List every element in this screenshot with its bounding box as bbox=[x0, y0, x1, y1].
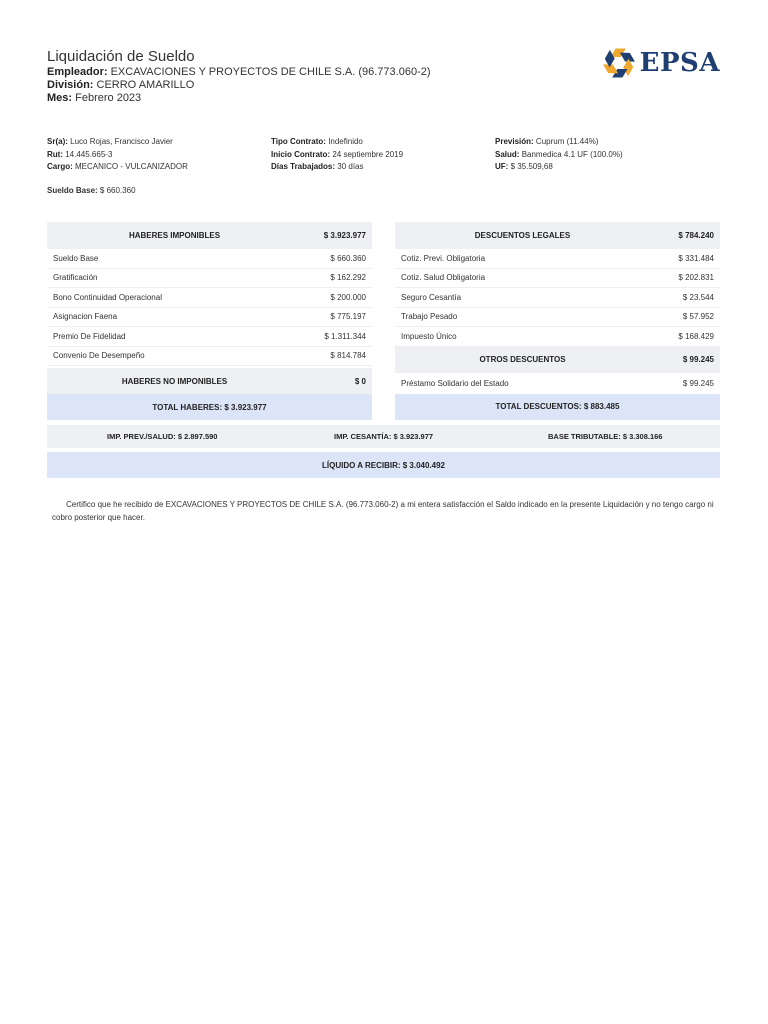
info-value: Cuprum (11.44%) bbox=[535, 137, 599, 146]
info-salud bbox=[495, 149, 623, 162]
row-amount: $ 202.831 bbox=[678, 273, 714, 283]
logo-text: EPSA bbox=[639, 48, 720, 78]
info-label: Inicio Contrato: bbox=[271, 149, 331, 159]
table-row bbox=[47, 249, 372, 269]
base-tributable: BASE TRIBUTABLE: $ 3.308.166 bbox=[548, 432, 663, 441]
haberes-header-amount: $ 3.923.977 bbox=[323, 231, 366, 240]
haberes-no-imponibles-header bbox=[47, 368, 372, 394]
row-label: Cotiz. Previ. Obligatoria bbox=[401, 253, 486, 263]
descuentos-header-label: DESCUENTOS LEGALES bbox=[474, 231, 571, 240]
row-amount: $ 814.784 bbox=[330, 351, 366, 361]
info-label: Días Trabajados: bbox=[271, 162, 336, 171]
descuentos-table bbox=[395, 222, 720, 420]
certification-text: Certifico que he recibido de EXCAVACIONES Y PROYECTOS DE CHILE S.A. (96.773.060-2) a mi entera satisfacción el Saldo indicado en la presente Liquidación y no tengo cargo ni cobro posterior que hacer. bbox=[52, 500, 714, 522]
info-inicio-contrato bbox=[271, 149, 403, 162]
info-value: Indefinido bbox=[328, 137, 363, 146]
total-haberes: TOTAL HABERES: $ 3.923.977 bbox=[47, 394, 372, 420]
otros-descuentos-label: OTROS DESCUENTOS bbox=[479, 355, 566, 364]
info-dias-trabajados bbox=[271, 161, 403, 174]
mes-value: Febrero 2023 bbox=[75, 92, 142, 104]
info-label: Cargo: bbox=[47, 162, 73, 171]
info-value: $ 35.509,68 bbox=[510, 162, 553, 171]
division-line bbox=[47, 79, 727, 92]
info-value: 24 septiembre 2019 bbox=[332, 149, 404, 159]
info-column-1 bbox=[47, 136, 188, 174]
descuentos-header-amount: $ 784.240 bbox=[678, 231, 714, 240]
table-row bbox=[395, 327, 720, 347]
row-label: Premio De Fidelidad bbox=[53, 331, 126, 341]
otros-descuentos-header bbox=[395, 347, 720, 373]
haberes-table bbox=[47, 222, 372, 420]
info-tipo-contrato bbox=[271, 136, 403, 149]
table-row bbox=[47, 288, 372, 308]
info-cargo bbox=[47, 161, 188, 174]
company-logo bbox=[602, 46, 720, 80]
row-amount: $ 57.952 bbox=[682, 312, 714, 322]
sueldo-base-value: $ 660.360 bbox=[99, 186, 136, 195]
row-amount: $ 200.000 bbox=[330, 292, 366, 302]
info-label: UF: bbox=[495, 162, 509, 171]
info-nombre bbox=[47, 136, 188, 149]
row-amount: $ 331.484 bbox=[678, 253, 714, 263]
document-title: Liquidación de Sueldo bbox=[47, 48, 195, 65]
info-column-3 bbox=[495, 136, 623, 174]
row-label: Seguro Cesantía bbox=[401, 292, 462, 302]
info-label: Rut: bbox=[47, 149, 63, 159]
row-label: Impuesto Único bbox=[401, 331, 457, 341]
row-label: Gratificación bbox=[53, 273, 98, 283]
info-value: Luco Rojas, Francisco Javier bbox=[70, 137, 173, 146]
no-imponibles-label: HABERES NO IMPONIBLES bbox=[121, 376, 228, 386]
info-label: Previsión: bbox=[495, 137, 534, 146]
table-row bbox=[395, 269, 720, 289]
table-row bbox=[395, 373, 720, 394]
sueldo-base-label: Sueldo Base: bbox=[47, 186, 98, 195]
no-imponibles-amount: $ 0 bbox=[354, 376, 366, 386]
liquido-a-recibir: LÍQUIDO A RECIBIR: $ 3.040.492 bbox=[47, 452, 720, 478]
table-row bbox=[395, 308, 720, 328]
row-label: Asignacion Faena bbox=[53, 312, 118, 322]
empleador-value: EXCAVACIONES Y PROYECTOS DE CHILE S.A. (96.773.060-2) bbox=[110, 66, 431, 78]
row-amount: $ 168.429 bbox=[678, 331, 714, 341]
row-amount: $ 660.360 bbox=[330, 253, 366, 263]
division-value: CERRO AMARILLO bbox=[96, 79, 195, 91]
info-value: MECANICO - VULCANIZADOR bbox=[75, 162, 188, 171]
sueldo-base-line bbox=[47, 186, 136, 195]
info-label: Tipo Contrato: bbox=[271, 137, 326, 146]
info-column-2 bbox=[271, 136, 403, 174]
info-prevision bbox=[495, 136, 623, 149]
row-label: Cotiz. Salud Obligatoria bbox=[401, 273, 486, 283]
haberes-header bbox=[47, 222, 372, 249]
descuentos-header bbox=[395, 222, 720, 249]
row-label: Sueldo Base bbox=[53, 253, 99, 263]
info-label: Sr(a): bbox=[47, 137, 68, 146]
row-label: Trabajo Pesado bbox=[401, 312, 458, 322]
mes-label: Mes: bbox=[47, 92, 73, 104]
row-amount: $ 23.544 bbox=[682, 292, 714, 302]
row-label: Bono Continuidad Operacional bbox=[53, 292, 162, 302]
info-value: 30 días bbox=[337, 162, 364, 171]
info-uf bbox=[495, 161, 623, 174]
info-value: 14.445.665-3 bbox=[65, 149, 113, 159]
row-label: Préstamo Solidario del Estado bbox=[401, 378, 509, 388]
info-value: Banmedica 4.1 UF (100.0%) bbox=[521, 149, 623, 159]
row-label: Convenio De Desempeño bbox=[53, 351, 145, 361]
table-row bbox=[47, 347, 372, 367]
info-rut bbox=[47, 149, 188, 162]
haberes-header-label: HABERES IMPONIBLES bbox=[128, 231, 221, 240]
row-amount: $ 1.311.344 bbox=[324, 331, 366, 341]
imp-prev-salud: IMP. PREV./SALUD: $ 2.897.590 bbox=[107, 432, 218, 441]
info-label: Salud: bbox=[495, 149, 520, 159]
row-amount: $ 775.197 bbox=[330, 312, 366, 322]
table-row bbox=[47, 327, 372, 347]
row-amount: $ 99.245 bbox=[682, 378, 714, 388]
summary-bar bbox=[47, 425, 720, 448]
total-descuentos: TOTAL DESCUENTOS: $ 883.485 bbox=[395, 394, 720, 420]
empleador-label: Empleador: bbox=[47, 66, 108, 78]
table-row bbox=[395, 249, 720, 269]
table-row bbox=[47, 308, 372, 328]
epsa-logo-icon bbox=[602, 46, 636, 80]
otros-descuentos-amount: $ 99.245 bbox=[682, 355, 714, 364]
row-amount: $ 162.292 bbox=[330, 273, 366, 283]
table-row bbox=[47, 269, 372, 289]
table-row bbox=[395, 288, 720, 308]
imp-cesantia: IMP. CESANTÍA: $ 3.923.977 bbox=[334, 432, 434, 441]
mes-line bbox=[47, 92, 727, 105]
division-label: División: bbox=[47, 79, 94, 91]
